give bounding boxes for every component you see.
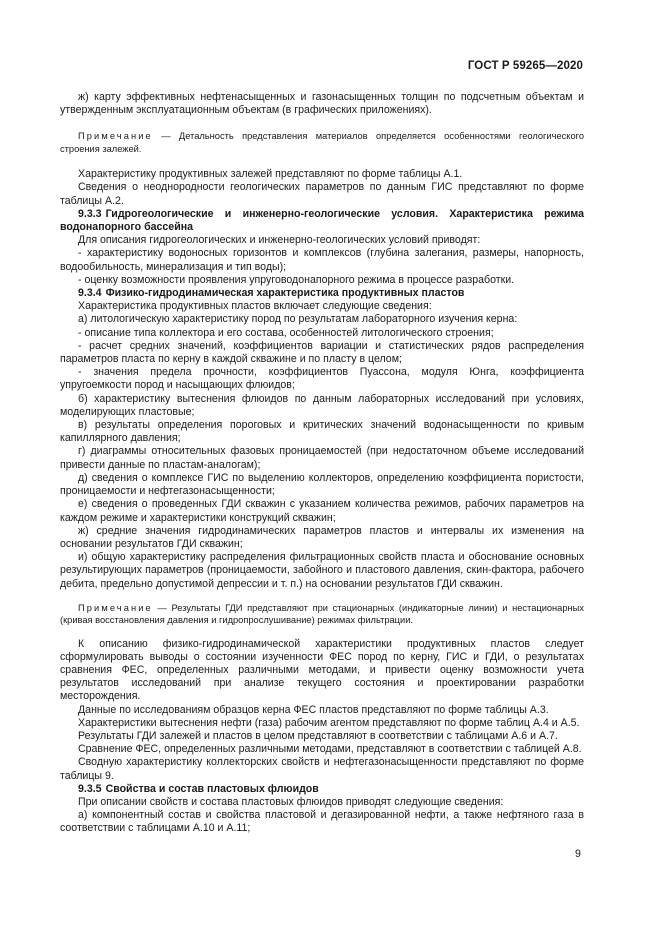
section-heading-9-3-4 bbox=[60, 287, 584, 300]
paragraph: Сведения о неоднородности геологических параметров по данным ГИС представляют по форме таблицы А.2. bbox=[60, 181, 584, 207]
standard-number: ГОСТ Р 59265—2020 bbox=[467, 60, 583, 72]
list-item: и) общую характеристику распределения фильтрационных свойств пласта и обоснование основных результирующих параметров (проницаемости, забойного и пластового давления, скин-фактора, рабочего дебита, предельно допустимой депрессии и т. п.) на основании результатов ГДИ скважин. bbox=[60, 551, 584, 590]
paragraph: Сводную характеристику коллекторских свойств и нефтегазонасыщенности представляют по форме таблицы 9. bbox=[60, 756, 584, 782]
paragraph: Сравнение ФЕС, определенных различными методами, представляют в соответствии с таблицей А.8. bbox=[78, 743, 582, 756]
list-item: - значения предела прочности, коэффициентов Пуассона, модуля Юнга, коэффициента упругоемкости пород и насыщающих флюидов; bbox=[60, 366, 584, 392]
list-item: е) сведения о проведенных ГДИ скважин с указанием количества режимов, рабочих параметров на каждом режиме и характеристики конструкций скважин; bbox=[60, 498, 584, 524]
paragraph: Для описания гидрогеологических и инженерно-геологических условий приводят: bbox=[78, 234, 481, 247]
list-item: - оценку возможности проявления упруговодонапорного режима в процессе разработки. bbox=[78, 273, 515, 286]
list-item: а) литологическую характеристику пород по результатам лабораторного изучения керна: bbox=[78, 313, 518, 326]
section-title: Гидрогеологические и инженерно-геологические условия. Характеристика режима водонапорного бассейна bbox=[60, 207, 584, 234]
section-title: Свойства и состав пластовых флюидов bbox=[105, 782, 319, 795]
list-item: в) результаты определения пороговых и критических значений водонасыщенности по кривым капиллярного давления; bbox=[60, 419, 584, 445]
section-number: 9.3.4 bbox=[78, 287, 102, 300]
section-number: 9.3.3 bbox=[78, 207, 102, 220]
paragraph: Характеристику продуктивных залежей представляют по форме таблицы А.1. bbox=[78, 168, 463, 181]
paragraph: Характеристика продуктивных пластов включает следующие сведения: bbox=[78, 300, 432, 313]
section-heading-9-3-3 bbox=[60, 208, 584, 234]
list-item: - расчет средних значений, коэффициентов вариации и статистических рядов распределения параметров пласта по керну в каждой скважине и по пласту в целом; bbox=[60, 339, 584, 366]
list-item: д) сведения о комплексе ГИС по выделению коллекторов, определению коэффициента пористости, проницаемости и нефтегазонасыщенности; bbox=[60, 471, 584, 498]
paragraph: Данные по исследованиям образцов керна ФЕС пластов представляют по форме таблицы А.3. bbox=[78, 703, 549, 716]
paragraph: При описании свойств и состава пластовых флюидов приводят следующие сведения: bbox=[78, 795, 504, 808]
section-heading-9-3-5 bbox=[60, 783, 584, 796]
page-body bbox=[60, 91, 584, 836]
note-text: — Результаты ГДИ представляют при стационарных (индикаторные линии) и нестационарных (кривая восстановления давления и гидропрослушивание) режимах фильтрации. bbox=[60, 602, 584, 626]
paragraph: К описанию физико-гидродинамической характеристики продуктивных пластов следует сформулировать выводы о состоянии изученности ФЕС пород по керну, ГИС и ГДИ, о результатах сравнения ФЕС, определенных различными методами, и привести оценку возможности учета результатов исследований при анализе текущего состояния и проектировании разработки месторождения. bbox=[60, 637, 584, 703]
note-1 bbox=[60, 130, 584, 155]
page-number: 9 bbox=[575, 848, 581, 860]
note-2 bbox=[60, 602, 584, 627]
list-item: б) характеристику вытеснения флюидов по данным лабораторных исследований при условиях, моделирующих пластовые; bbox=[60, 392, 584, 418]
list-item: а) компонентный состав и свойства пластовой и дегазированной нефти, а также нефтяного газа в соответствии с таблицами А.10 и А.11; bbox=[60, 809, 584, 835]
list-item: ж) средние значения гидродинамических параметров пластов и интервалы их изменения на основании результатов ГДИ скважин; bbox=[60, 524, 584, 550]
list-item: г) диаграммы относительных фазовых проницаемостей (при недостаточном объеме исследований привести данные по пластам-аналогам); bbox=[60, 445, 584, 471]
paragraph: Характеристики вытеснения нефти (газа) рабочим агентом представляют по форме таблиц А.4 и А.5. bbox=[78, 716, 580, 729]
section-number: 9.3.5 bbox=[78, 782, 102, 795]
list-item-zh: ж) карту эффективных нефтенасыщенных и газонасыщенных толщин по подсчетным объектам и утвержденным эксплуатационным объектам (в графических приложениях). bbox=[60, 91, 584, 117]
section-title: Физико-гидродинамическая характеристика продуктивных пластов bbox=[105, 287, 465, 300]
note-label: Примечание bbox=[78, 131, 153, 142]
paragraph: Результаты ГДИ залежей и пластов в целом представляют в соответствии с таблицами А.6 и А.7. bbox=[78, 729, 558, 742]
list-item: - описание типа коллектора и его состава, особенностей литологического строения; bbox=[78, 326, 494, 339]
note-label: Примечание bbox=[78, 602, 153, 613]
list-item: - характеристику водоносных горизонтов и комплексов (глубина залегания, размеры, напорность, водообильность, минерализация и тип воды); bbox=[60, 247, 584, 273]
note-text: — Детальность представления материалов определяется особенностями геологического строения залежей. bbox=[60, 131, 584, 154]
